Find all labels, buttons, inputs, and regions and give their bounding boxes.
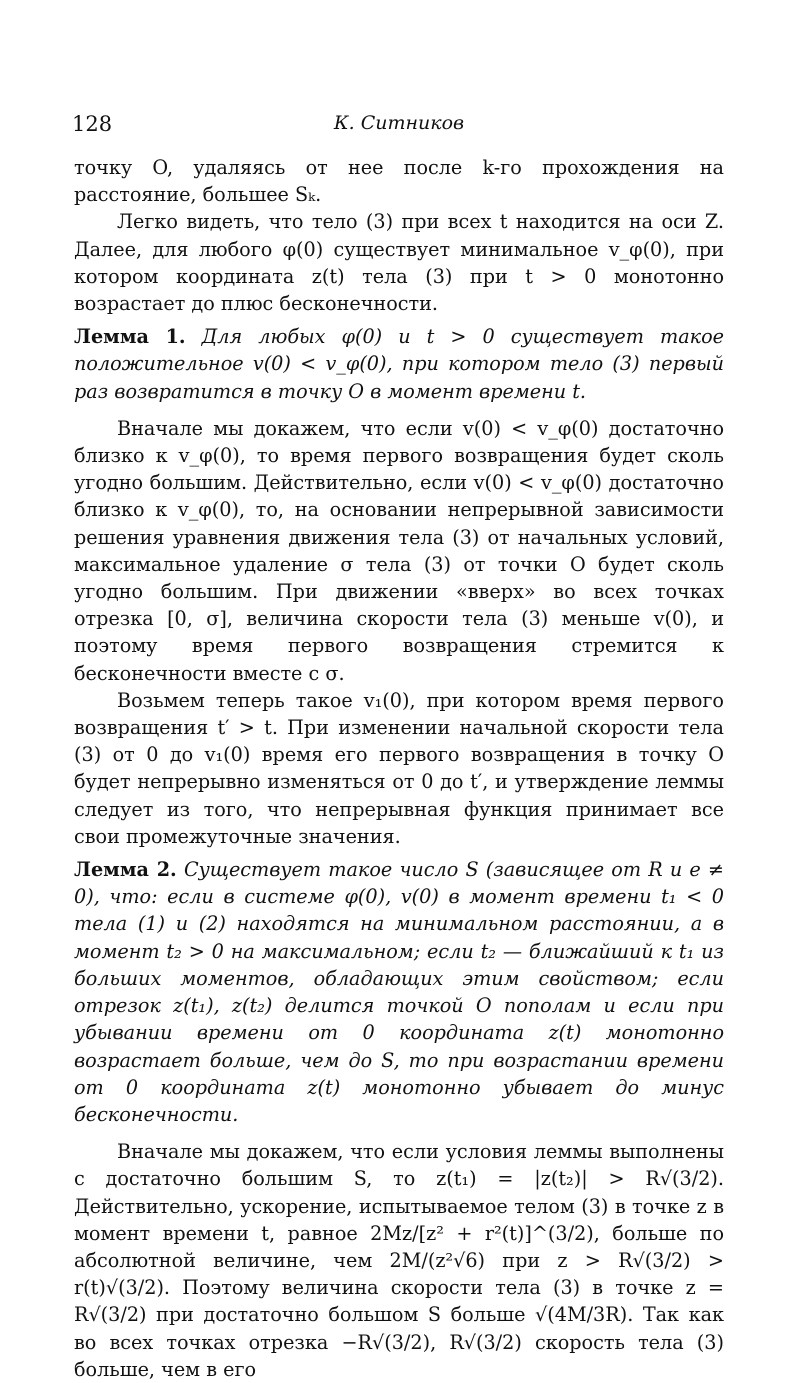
lemma-2-statement: Существует такое число S (зависящее от R и e ≠ 0), что: если в системе φ(0), v(0) в момент времени t₁ < 0 тела (1) и (2) находятся на минимальном расстоянии, а в момент t₂ > 0 на максимальном; если t₂ — ближайший к t₁ из больших моментов, обладающих этим свойством; если отрезок z(t₁), z(t₂) делится точкой O пополам и если при убывании времени от 0 координата z(t) монотонно возрастает больше, чем до S, то при возрастании времени от 0 координата z(t) монотонно убывает до минус бесконечности. — [74, 858, 724, 1126]
paragraph-proof-2: Возьмем теперь такое v₁(0), при котором время первого возвращения t′ > t. При изменении начальной скорости тела (3) от 0 до v₁(0) время его первого возвращения в точку O будет непрерывно изменяться от 0 до t′, и утверждение леммы следует из того, что непрерывная функция принимает все свои промежуточные значения. — [74, 688, 724, 848]
lemma-1-label: Лемма 1. — [74, 325, 186, 349]
lemma-1 — [74, 323, 724, 405]
paragraph-axis: Легко видеть, что тело (3) при всех t находится на оси Z. Далее, для любого φ(0) существует минимальное v_φ(0), при котором координата z(t) тела (3) при t > 0 монотонно возрастает до плюс бесконечности. — [74, 210, 724, 316]
page-header — [72, 112, 726, 142]
body-text — [74, 154, 724, 1383]
paragraph-proof-3: Вначале мы докажем, что если условия леммы выполнены с достаточно большим S, то z(t₁) = |z(t₂)| > R√(3/2). Действительно, ускорение, испытываемое телом (3) в точке z в момент времени t, равное 2Mz/[z² + r²(t)]^(3/2), больше по абсолютной величине, чем 2M/(z²√6) при z > R√(3/2) > r(t)√(3/2). Поэтому величина скорости тела (3) в точке z = R√(3/2) при достаточно большом S больше √(4M/3R). Так как во всех точках отрезка −R√(3/2), R√(3/2) скорость тела (3) больше, чем в его — [74, 1140, 724, 1381]
page-number: 128 — [72, 112, 113, 136]
running-head: К. Ситников — [333, 112, 465, 134]
paragraph-continuation: точку O, удаляясь от нее после k-го прохождения на расстояние, большее Sₖ. — [74, 156, 724, 207]
paragraph-proof-1: Вначале мы докажем, что если v(0) < v_φ(0) достаточно близко к v_φ(0), то время первого возвращения будет сколь угодно большим. Действительно, если v(0) < v_φ(0) достаточно близко к v_φ(0), то, на основании непрерывной зависимости решения уравнения движения тела (3) от начальных условий, максимальное удаление σ тела (3) от точки O будет сколь угодно большим. При движении «вверх» во всех точках отрезка [0, σ], величина скорости тела (3) меньше v(0), и поэтому время первого возвращения стремится к бесконечности вместе с σ. — [74, 416, 724, 685]
lemma-2-label: Лемма 2. — [74, 858, 177, 882]
lemma-2 — [74, 856, 724, 1128]
lemma-1-statement: Для любых φ(0) и t > 0 существует такое положительное v(0) < v_φ(0), при котором тело (3) первый раз возвратится в точку O в момент времени t. — [74, 325, 724, 403]
